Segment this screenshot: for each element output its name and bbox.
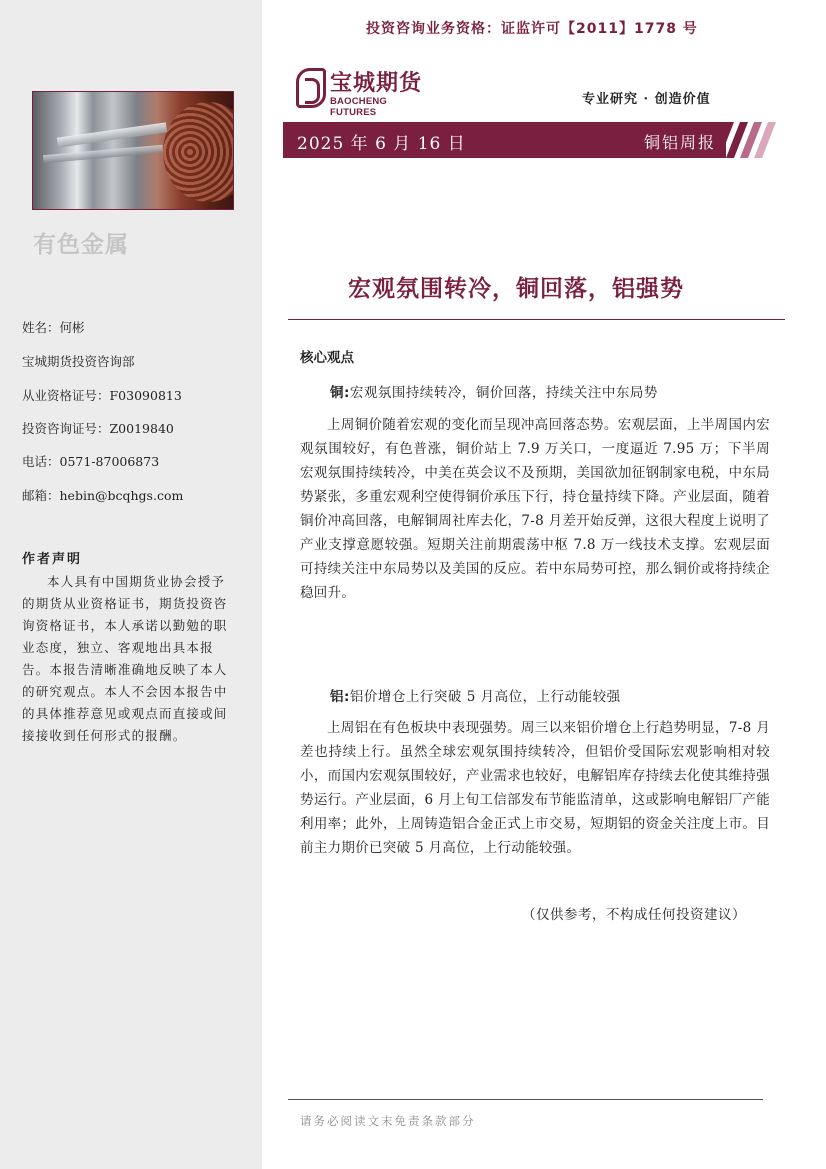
aluminum-summary-text: 铝价增仓上行突破 5 月高位，上行动能较强 — [349, 689, 621, 705]
banner-stripes — [712, 122, 792, 158]
declaration-body: 本人具有中国期货业协会授予的期货从业资格证书，期货投资咨询资格证书，本人承诺以勤勉的职业态度，独立、客观地出具本报告。本报告清晰准确地反映了本人的研究观点。本人不会因本报告中的具体推荐意见或观点而直接或间接接收到任何形式的报酬。 — [22, 574, 228, 743]
aluminum-summary — [330, 685, 621, 705]
logo-text-cn: 宝城期货 — [330, 71, 423, 96]
declaration-title: 作者声明 — [22, 552, 83, 567]
license-line: 投资咨询业务资格：证监许可【2011】1778 号 — [366, 21, 698, 37]
metal-photo — [32, 91, 234, 210]
copper-summary-text: 宏观氛围持续转冷，铜价回落，持续关注中东局势 — [349, 385, 658, 401]
author-department: 宝城期货投资咨询部 — [22, 354, 135, 369]
date-banner — [283, 122, 726, 158]
core-view-heading: 核心观点 — [300, 350, 354, 366]
qualification-number: 从业资格证号：F03090813 — [22, 388, 182, 403]
author-name: 姓名：何彬 — [22, 320, 85, 335]
copper-body: 上周铜价随着宏观的变化而呈现冲高回落态势。宏观层面，上半周国内宏观氛围较好，有色普涨，铜价站上 7.9 万关口，一度逼近 7.95 万；下半周宏观氛围持续转冷，中美在英会议不及预期，美国欲加征钢制家电税，中东局势紧张，多重宏观利空使得铜价承压下行，持仓量持续下降。产业层面，随着铜价冲高回落，电解铜周社库去化，7-8 月差开始反弹，这很大程度上说明了产业支撑意愿较强。短期关注前期震荡中枢 7.8 万一线技术支撑。宏观层面可持续关注中东局势以及美国的反应。若中东局势可控，那么铜价或将持续企稳回升。 — [300, 417, 770, 601]
report-type: 铜铝周报 — [643, 133, 716, 152]
aluminum-body: 上周铝在有色板块中表现强势。周三以来铝价增仓上行趋势明显，7-8 月差也持续上行。虽然全球宏观氛围持续转冷，但铝价受国际宏观影响相对较小，而国内宏观氛围较好，产业需求也较好，电解铝库存持续去化使其维持强势运行。产业层面，6 月上旬工信部发布节能监清单，这或影响电解铝厂产能利用率；此外，上周铸造铝合金正式上市交易，短期铝的资金关注度上市。目前主力期价已突破 5 月高位，上行动能较强。 — [300, 720, 770, 856]
footer-divider — [288, 1099, 763, 1100]
sector-label: 有色金属 — [33, 232, 129, 258]
consulting-number: 投资咨询证号：Z0019840 — [22, 421, 174, 436]
title-divider — [288, 319, 785, 320]
sidebar — [0, 0, 262, 1169]
copper-label: 铜: — [330, 385, 350, 401]
report-title: 宏观氛围转冷，铜回落，铝强势 — [348, 276, 684, 302]
logo-text-en: BAOCHENG FUTURES — [330, 96, 388, 118]
aluminum-label: 铝: — [330, 689, 350, 705]
report-date: 2025 年 6 月 16 日 — [297, 134, 466, 154]
footer-note: 请务必阅读文末免责条款部分 — [300, 1114, 476, 1128]
slogan: 专业研究 · 创造价值 — [582, 92, 711, 107]
email: 邮箱：hebin@bcqhgs.com — [22, 488, 184, 503]
company-logo — [296, 66, 436, 118]
logo-mark-icon — [296, 68, 326, 108]
phone: 电话：0571-87006873 — [22, 454, 160, 469]
investment-disclaimer: （仅供参考，不构成任何投资建议） — [522, 907, 746, 923]
copper-summary — [330, 381, 658, 401]
